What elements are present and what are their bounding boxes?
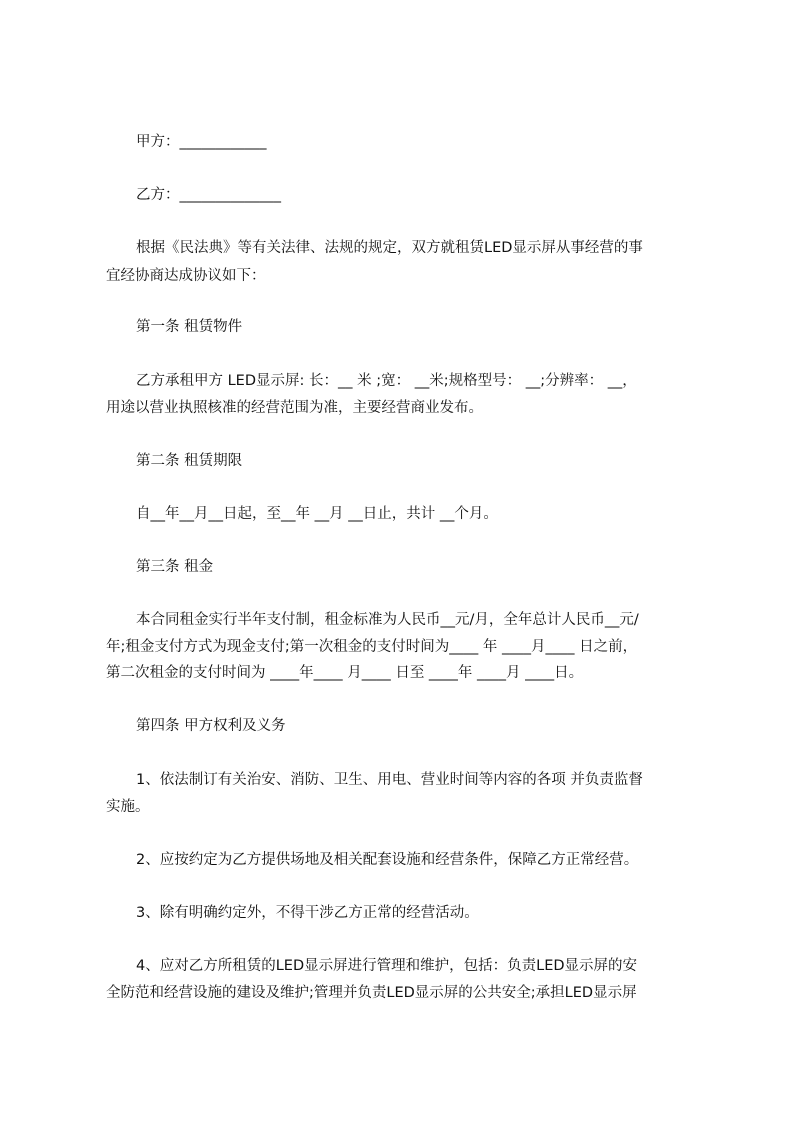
party-a-line: 甲方：____________ xyxy=(136,134,267,150)
article4-item1-line-2: 实施。 xyxy=(106,799,150,815)
article4-item2: 2、应按约定为乙方提供场地及相关配套设施和经营条件，保障乙方正常经营。 xyxy=(136,852,639,868)
article4-item1-line-1: 1、依法制订有关治安、消防、卫生、用电、营业时间等内容的各项 并负责监督 xyxy=(136,772,643,788)
article4-item4-line-1: 4、应对乙方所租赁的LED显示屏进行管理和维护，包括：负责LED显示屏的安 xyxy=(136,958,638,974)
article3-line-3: 第二次租金的支付时间为 ____年____ 月____ 日至 ____年 ____月 ____日。 xyxy=(106,665,584,681)
article4-item3: 3、除有明确约定外，不得干涉乙方正常的经营活动。 xyxy=(136,905,479,921)
preamble-line-2: 宜经协商达成协议如下： xyxy=(106,268,266,284)
article3-line-2: 年;租金支付方式为现金支付;第一次租金的支付时间为____ 年 ____月____ 日之前， xyxy=(106,639,638,655)
article2-body: 自__年__月__日起，至__年 __月 __日止，共计 __个月。 xyxy=(136,506,498,522)
preamble-line-1: 根据《民法典》等有关法律、法规的规定，双方就租赁LED显示屏从事经营的事 xyxy=(136,240,643,256)
article1-line-2: 用途以营业执照核准的经营范围为准，主要经营商业发布。 xyxy=(106,400,483,416)
article4-item4-line-2: 全防范和经营设施的建设及维护;管理并负责LED显示屏的公共安全;承担LED显示屏 xyxy=(106,985,637,1001)
party-b-line: 乙方：______________ xyxy=(136,187,281,203)
article4-title: 第四条 甲方权利及义务 xyxy=(136,718,286,734)
article1-line-1: 乙方承租甲方 LED显示屏: 长：__ 米 ;宽： __米;规格型号： __;分辨率： __， xyxy=(136,373,637,389)
article2-title: 第二条 租赁期限 xyxy=(136,453,243,469)
article3-title: 第三条 租金 xyxy=(136,559,214,575)
article3-line-1: 本合同租金实行半年支付制，租金标准为人民币__元/月，全年总计人民币__元/ xyxy=(136,612,639,628)
article1-title: 第一条 租赁物件 xyxy=(136,319,243,335)
